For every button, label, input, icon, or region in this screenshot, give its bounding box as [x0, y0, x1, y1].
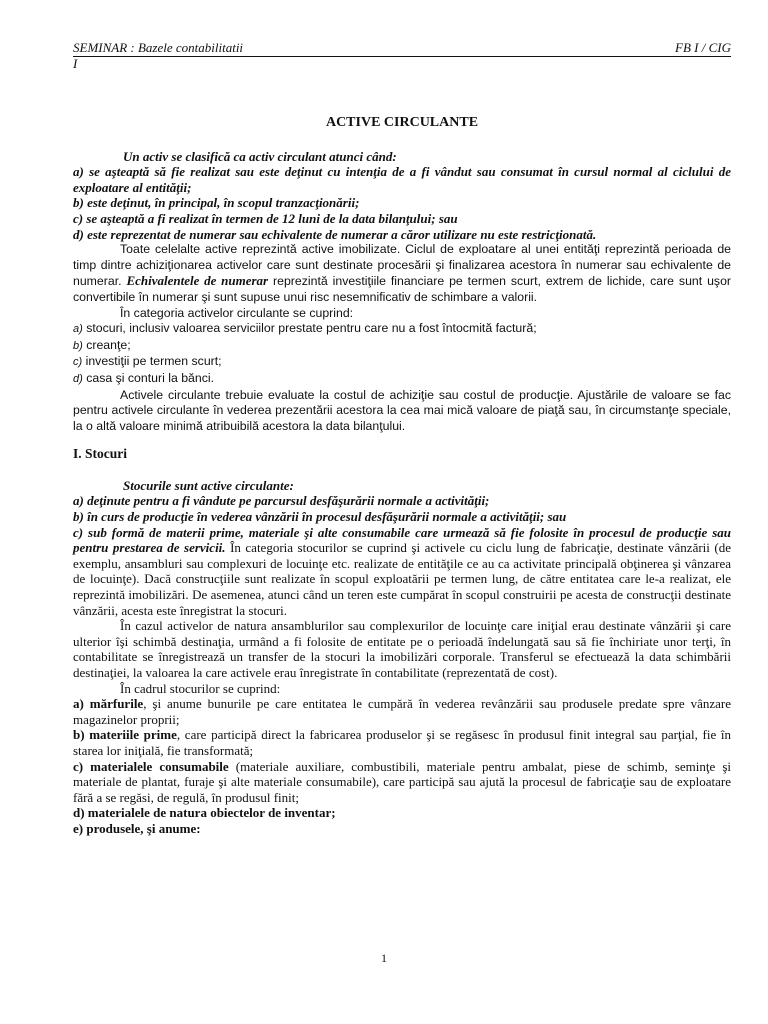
criteria-lead: Un activ se clasifică ca activ circulant atunci când:	[123, 148, 397, 164]
stocks-lead: Stocurile sunt active circulante:	[123, 477, 294, 493]
criteria-b: b) este deţinut, în principal, în scopul tranzacţionării;	[73, 195, 360, 211]
item-goods: a) mărfurile, şi anume bunurile pe care entitatea le cumpără în vederea revânzării sau produsele predate spre vânzare magazinelor proprii;	[73, 696, 731, 727]
criteria-c: c) se aşteaptă a fi realizat în termen de 12 luni de la data bilanţului; sau	[73, 210, 458, 226]
list-item: a) stocuri, inclusiv valoarea serviciilor prestate pentru care nu a fost întocmită factură;	[73, 321, 537, 336]
list-item: c) investiţii pe termen scurt;	[73, 354, 222, 369]
list-item: d) casa şi conturi la bănci.	[73, 370, 215, 385]
item-products: e) produsele, şi anume:	[73, 820, 201, 836]
item-consumables: c) materialele consumabile (materiale auxiliare, combustibili, materiale pentru ambalat, piese de schimb, seminţe şi materiale de plantat, furaje şi alte materiale consumabile), care participă sau ajută la procesul de fabricaţie sau de exploatare fără a se regăsi, de regulă, în produsul finit;	[73, 758, 732, 805]
stocks-c-paragraph: c) sub formă de materii prime, materiale şi alte consumabile care urmează să fie folosite în procesul de producţie sau pentru prestarea de servicii. În categoria stocurilor se cuprind şi activele cu ciclu lung de fabricaţie, destinate vânzării (de exemplu, ansambluri sau complexuri de locuinţe etc. realizate de entităţile ce au ca activitate principală obţinerea şi vânzarea de locuinţe). Dacă construcţiile sunt realizate în scopul exploatării pe termen lung, de către entitatea care le-a realizat, ele reprezintă imobilizări. De asemenea, atunci când un teren este cumpărat în scopul construirii pe acesta de construcţii destinate vânzării, acesta este înregistrat la stocuri.	[73, 524, 732, 618]
paragraph-immobilized: Toate celelalte active reprezintă active imobilizate. Ciclul de exploatare al unei entităţi reprezintă perioada de timp dintre achiziţionarea activelor care sunt destinate procesării şi finalizarea acestora în numerar sau echivalente de numerar. Echivalentele de numerar reprezintă investiţiile financiare pe termen scurt, extrem de lichide, care sunt uşor convertibile în numerar şi sunt supuse unui risc nesemnificativ de schimbare a valorii.	[73, 242, 731, 304]
stocks-a: a) deţinute pentru a fi vândute pe parcursul desfăşurării normale a activităţii;	[73, 493, 490, 509]
page-title: ACTIVE CIRCULANTE	[325, 115, 479, 130]
criteria-d: d) este reprezentat de numerar sau echivalente de numerar a căror utilizare nu este restricţionată.	[73, 226, 597, 242]
header-right: FB I / CIG	[675, 40, 731, 55]
header-left: SEMINAR : Bazele contabilitatii	[73, 40, 244, 55]
header-sub: I	[73, 56, 78, 71]
list-item: b) creanţe;	[73, 337, 131, 352]
item-raw-materials: b) materiile prime, care participă direct la fabricarea produselor şi se regăsesc în produsul finit integral sau parţial, fie în starea lor iniţială, fie transformată;	[73, 727, 731, 758]
current-assets-list	[73, 321, 731, 387]
section-heading-stocks: I. Stocuri	[73, 446, 127, 462]
paragraph-categories: În categoria activelor circulante se cuprind:	[120, 305, 354, 320]
paragraph-stock-contents: În cadrul stocurilor se cuprind:	[120, 680, 281, 696]
document-page	[73, 40, 731, 837]
criteria-a: a) se aşteaptă să fie realizat sau este deţinut cu intenţia de a fi vândut sau consumat în cursul normal al ciclului de exploatare al entităţii;	[73, 164, 731, 195]
paragraph-transfer: În cazul activelor de natura ansamblurilor sau complexurilor de locuinţe care iniţial erau destinate vânzării şi care ulterior îşi schimbă destinaţia, urmând a fi folosite de entitate pe o perioadă îndelungată sau să fie închiriate unor terţi, în contabilitate se înregistrează un transfer de la stocuri la imobilizări corporale. Transferul se efectuează la data schimbării destinaţiei, la valoarea la care activele erau înregistrate în contabilitate (reprezentată de cost).	[73, 618, 731, 680]
term-cash-equivalents: Echivalentele de numerar	[126, 273, 269, 289]
page-number: 1	[381, 951, 387, 965]
stocks-b: b) în curs de producţie în vederea vânzării în procesul desfăşurării normale a activităţii; sau	[73, 509, 567, 525]
running-header	[73, 40, 731, 55]
item-inventory-objects: d) materialele de natura obiectelor de inventar;	[73, 805, 336, 821]
paragraph-valuation: Activele circulante trebuie evaluate la costul de achiziţie sau costul de producţie. Ajustările de valoare se fac pentru activele circulante în vederea prezentării acestora la cea mai mică valoare de piaţă sau, în circumstanţe speciale, la o altă valoare minimă atribuibilă acestora la data bilanţului.	[73, 387, 731, 433]
